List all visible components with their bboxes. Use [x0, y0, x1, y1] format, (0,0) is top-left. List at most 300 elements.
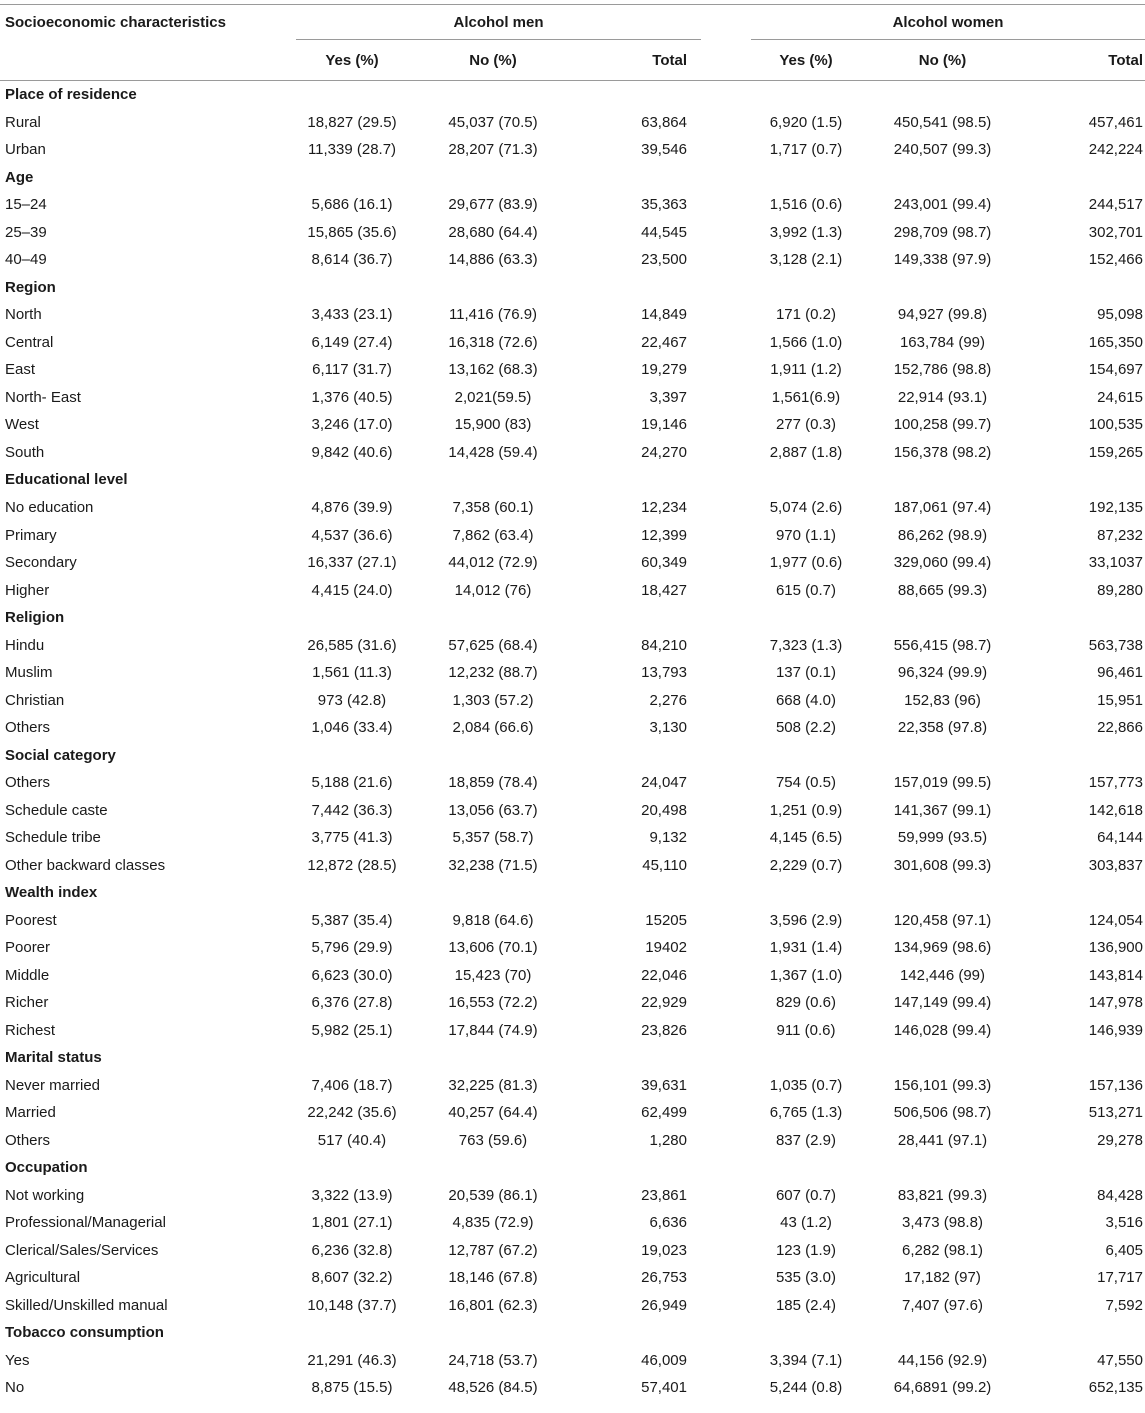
women-no-cell: 7,407 (97.6)	[902, 1296, 983, 1314]
row-label: Poorer	[5, 939, 51, 957]
women-no-cell: 88,665 (99.3)	[897, 581, 988, 599]
section-header-row	[0, 879, 1145, 907]
row-label: Primary	[5, 526, 57, 544]
table-row	[0, 494, 1145, 522]
section-header-row	[0, 604, 1145, 632]
men-yes-cell: 973 (42.8)	[317, 691, 387, 709]
row-label: Never married	[5, 1076, 101, 1094]
men-yes-cell: 21,291 (46.3)	[307, 1351, 397, 1369]
table-row	[0, 1374, 1145, 1402]
women-no-cell: 83,821 (99.3)	[897, 1186, 988, 1204]
men-yes-cell: 8,875 (15.5)	[311, 1379, 393, 1397]
women-total-cell: 242,224	[1088, 141, 1143, 159]
women-no-cell: 163,784 (99)	[899, 333, 986, 351]
women-total-cell: 100,535	[1088, 416, 1143, 434]
row-label: No education	[5, 498, 94, 516]
women-yes-cell: 1,035 (0.7)	[769, 1076, 843, 1094]
men-yes-cell: 1,376 (40.5)	[311, 388, 393, 406]
row-label: Higher	[5, 581, 50, 599]
men-total-cell: 3,130	[649, 719, 687, 737]
women-yes-cell: 1,717 (0.7)	[769, 141, 843, 159]
row-label: Other backward classes	[5, 856, 166, 874]
women-total-cell: 29,278	[1097, 1131, 1143, 1149]
table-row	[0, 659, 1145, 687]
women-yes-cell: 1,561(6.9)	[771, 388, 841, 406]
women-total-cell: 154,697	[1088, 361, 1143, 379]
table-row	[0, 1237, 1145, 1265]
women-yes-cell: 5,074 (2.6)	[769, 498, 843, 516]
women-total-cell: 652,135	[1088, 1379, 1143, 1397]
men-total-cell: 3,397	[649, 388, 687, 406]
women-no-cell: 147,149 (99.4)	[893, 994, 992, 1012]
men-no-cell: 15,423 (70)	[454, 966, 532, 984]
men-yes-cell: 6,623 (30.0)	[311, 966, 393, 984]
men-yes-cell: 517 (40.4)	[317, 1131, 387, 1149]
row-label: Agricultural	[5, 1269, 81, 1287]
women-total-cell: 47,550	[1097, 1351, 1143, 1369]
women-no-cell: 59,999 (93.5)	[897, 829, 988, 847]
row-label: No	[5, 1379, 25, 1397]
women-no-cell: 156,101 (99.3)	[893, 1076, 992, 1094]
women-yes-cell: 837 (2.9)	[775, 1131, 837, 1149]
women-no-cell: 450,541 (98.5)	[893, 113, 992, 131]
men-no-cell: 16,318 (72.6)	[448, 333, 538, 351]
women-yes-cell: 829 (0.6)	[775, 994, 837, 1012]
men-yes-cell: 10,148 (37.7)	[307, 1296, 397, 1314]
women-yes-cell: 4,145 (6.5)	[769, 829, 843, 847]
women-total-cell: 303,837	[1088, 856, 1143, 874]
men-no-cell: 32,225 (81.3)	[448, 1076, 538, 1094]
women-total-cell: 159,265	[1088, 443, 1143, 461]
women-total-cell: 7,592	[1105, 1296, 1143, 1314]
women-no-cell: 157,019 (99.5)	[893, 774, 992, 792]
row-label: Not working	[5, 1186, 85, 1204]
row-label: Others	[5, 774, 51, 792]
women-yes-cell: 911 (0.6)	[776, 1021, 836, 1039]
women-yes-cell: 1,977 (0.6)	[769, 554, 843, 572]
table-row	[0, 962, 1145, 990]
men-total-cell: 13,793	[641, 664, 687, 682]
men-no-cell: 20,539 (86.1)	[448, 1186, 538, 1204]
table-row	[0, 246, 1145, 274]
men-no-cell: 7,358 (60.1)	[452, 498, 534, 516]
women-no-cell: 298,709 (98.7)	[893, 223, 992, 241]
women-no-cell: 146,028 (99.4)	[893, 1021, 992, 1039]
men-total-cell: 22,046	[641, 966, 687, 984]
men-no-cell: 13,056 (63.7)	[448, 801, 538, 819]
section-title: Educational level	[5, 471, 128, 489]
section-title: Place of residence	[5, 86, 137, 104]
table-row	[0, 301, 1145, 329]
men-no-cell: 28,207 (71.3)	[448, 141, 538, 159]
table-row	[0, 631, 1145, 659]
men-no-cell: 763 (59.6)	[458, 1131, 528, 1149]
women-no-cell: 152,83 (96)	[904, 691, 981, 709]
women-yes-cell: 668 (4.0)	[775, 691, 837, 709]
section-header-row	[0, 466, 1145, 494]
women-total-cell: 89,280	[1097, 581, 1143, 599]
row-label: North- East	[5, 388, 81, 406]
row-label: Married	[5, 1104, 56, 1122]
men-yes-cell: 3,775 (41.3)	[311, 829, 393, 847]
women-total-cell: 146,939	[1088, 1021, 1143, 1039]
section-header-row	[0, 81, 1145, 109]
women-yes-cell: 1,516 (0.6)	[769, 196, 843, 214]
women-yes-cell: 1,931 (1.4)	[769, 939, 843, 957]
men-yes-cell: 18,827 (29.5)	[307, 113, 397, 131]
men-total-cell: 12,399	[641, 526, 687, 544]
men-yes-cell: 15,865 (35.6)	[307, 223, 397, 241]
women-no-cell: 152,786 (98.8)	[893, 361, 992, 379]
men-total-cell: 60,349	[641, 554, 687, 572]
women-yes-cell: 137 (0.1)	[775, 664, 837, 682]
women-yes-cell: 3,596 (2.9)	[769, 911, 843, 929]
table-row	[0, 1292, 1145, 1320]
women-total-cell: 22,866	[1097, 719, 1143, 737]
section-title: Tobacco consumption	[5, 1324, 164, 1342]
table-row	[0, 851, 1145, 879]
men-no-cell: 11,416 (76.9)	[448, 306, 538, 324]
men-yes-cell: 1,561 (11.3)	[312, 664, 392, 682]
women-no-cell: 142,446 (99)	[899, 966, 986, 984]
group-header-women: Alcohol women	[751, 5, 1145, 40]
women-yes-cell: 43 (1.2)	[780, 1214, 832, 1232]
men-total-cell: 44,545	[641, 223, 687, 241]
men-no-cell: 40,257 (64.4)	[448, 1104, 538, 1122]
women-yes-cell: 3,128 (2.1)	[769, 251, 843, 269]
women-total-cell: 33,1037	[1088, 554, 1143, 572]
men-no-cell: 12,787 (67.2)	[448, 1241, 538, 1259]
women-total-cell: 147,978	[1088, 994, 1143, 1012]
row-label: Schedule caste	[5, 801, 108, 819]
row-label: Professional/Managerial	[5, 1214, 166, 1232]
row-label: Yes	[5, 1351, 30, 1369]
women-yes-cell: 1,367 (1.0)	[769, 966, 843, 984]
men-total-cell: 15205	[645, 911, 687, 929]
men-no-cell: 1,303 (57.2)	[452, 691, 534, 709]
men-total-cell: 19,023	[641, 1241, 687, 1259]
socioeconomic-alcohol-table	[0, 4, 1145, 1402]
women-yes-cell: 5,244 (0.8)	[769, 1379, 843, 1397]
section-title: Marital status	[5, 1049, 102, 1067]
row-label: Hindu	[5, 636, 45, 654]
table-row	[0, 1264, 1145, 1292]
women-yes-cell: 6,765 (1.3)	[769, 1104, 843, 1122]
women-no-cell: 86,262 (98.9)	[897, 526, 988, 544]
men-total-cell: 6,636	[649, 1214, 687, 1232]
table-row	[0, 796, 1145, 824]
row-label: Clerical/Sales/Services	[5, 1241, 159, 1259]
men-yes-cell: 6,117 (31.7)	[312, 361, 392, 379]
men-no-cell: 28,680 (64.4)	[448, 223, 538, 241]
men-no-cell: 7,862 (63.4)	[452, 526, 534, 544]
men-yes-cell: 8,607 (32.2)	[311, 1269, 393, 1287]
men-yes-cell: 9,842 (40.6)	[311, 443, 393, 461]
women-total-cell: 15,951	[1097, 691, 1143, 709]
section-title: Region	[5, 278, 56, 296]
men-total-cell: 18,427	[641, 581, 687, 599]
row-label: Urban	[5, 141, 46, 159]
col-header-men-total: Total	[652, 51, 687, 69]
table-row	[0, 686, 1145, 714]
section-title: Social category	[5, 746, 116, 764]
row-label: 40–49	[5, 251, 47, 269]
women-total-cell: 143,814	[1088, 966, 1143, 984]
women-total-cell: 87,232	[1097, 526, 1143, 544]
table-row	[0, 906, 1145, 934]
women-total-cell: 24,615	[1097, 388, 1143, 406]
men-total-cell: 19,146	[641, 416, 687, 434]
row-label: Skilled/Unskilled manual	[5, 1296, 168, 1314]
section-title: Age	[5, 168, 34, 186]
women-no-cell: 187,061 (97.4)	[893, 498, 992, 516]
table-row	[0, 411, 1145, 439]
men-no-cell: 29,677 (83.9)	[448, 196, 538, 214]
row-label: Others	[5, 1131, 51, 1149]
women-total-cell: 17,717	[1097, 1269, 1143, 1287]
men-total-cell: 46,009	[641, 1351, 687, 1369]
women-yes-cell: 1,566 (1.0)	[769, 333, 843, 351]
row-label: West	[5, 416, 39, 434]
section-header-row	[0, 164, 1145, 192]
men-no-cell: 9,818 (64.6)	[452, 911, 534, 929]
women-total-cell: 513,271	[1088, 1104, 1143, 1122]
women-no-cell: 22,914 (93.1)	[897, 388, 988, 406]
table-row	[0, 576, 1145, 604]
men-no-cell: 45,037 (70.5)	[448, 113, 538, 131]
women-total-cell: 95,098	[1097, 306, 1143, 324]
women-no-cell: 141,367 (99.1)	[893, 801, 992, 819]
row-label: Middle	[5, 966, 50, 984]
men-no-cell: 15,900 (83)	[454, 416, 532, 434]
men-no-cell: 24,718 (53.7)	[448, 1351, 538, 1369]
table-body	[0, 81, 1145, 1402]
section-header-row	[0, 1044, 1145, 1072]
row-label: Schedule tribe	[5, 829, 101, 847]
row-label: Richest	[5, 1021, 56, 1039]
row-label: Rural	[5, 113, 41, 131]
men-no-cell: 44,012 (72.9)	[448, 554, 538, 572]
table-row	[0, 329, 1145, 357]
group-header-men: Alcohol men	[296, 5, 701, 40]
men-yes-cell: 7,406 (18.7)	[311, 1076, 393, 1094]
men-total-cell: 23,826	[641, 1021, 687, 1039]
men-no-cell: 2,084 (66.6)	[452, 719, 534, 737]
men-yes-cell: 6,376 (27.8)	[311, 994, 393, 1012]
women-yes-cell: 6,920 (1.5)	[769, 113, 843, 131]
men-no-cell: 14,886 (63.3)	[448, 251, 538, 269]
section-header-row	[0, 741, 1145, 769]
women-yes-cell: 185 (2.4)	[775, 1296, 837, 1314]
section-header-row	[0, 274, 1145, 302]
men-total-cell: 14,849	[641, 306, 687, 324]
row-label: Central	[5, 333, 54, 351]
col-header-women-no: No (%)	[918, 51, 967, 69]
section-header-row	[0, 1319, 1145, 1347]
women-total-cell: 157,136	[1088, 1076, 1143, 1094]
women-no-cell: 100,258 (99.7)	[893, 416, 992, 434]
men-yes-cell: 4,415 (24.0)	[311, 581, 393, 599]
women-total-cell: 96,461	[1097, 664, 1143, 682]
women-yes-cell: 3,394 (7.1)	[769, 1351, 843, 1369]
men-no-cell: 32,238 (71.5)	[448, 856, 538, 874]
men-yes-cell: 12,872 (28.5)	[307, 856, 397, 874]
row-label: Secondary	[5, 554, 77, 572]
women-yes-cell: 970 (1.1)	[775, 526, 837, 544]
table-row	[0, 549, 1145, 577]
table-row	[0, 1182, 1145, 1210]
women-total-cell: 3,516	[1105, 1214, 1143, 1232]
men-no-cell: 12,232 (88.7)	[448, 664, 538, 682]
women-no-cell: 556,415 (98.7)	[893, 636, 992, 654]
men-total-cell: 26,949	[641, 1296, 687, 1314]
men-yes-cell: 4,537 (36.6)	[311, 526, 393, 544]
women-total-cell: 136,900	[1088, 939, 1143, 957]
women-yes-cell: 508 (2.2)	[775, 719, 837, 737]
table-row	[0, 521, 1145, 549]
women-total-cell: 244,517	[1088, 196, 1143, 214]
table-row	[0, 219, 1145, 247]
men-total-cell: 35,363	[641, 196, 687, 214]
men-total-cell: 45,110	[642, 856, 687, 874]
men-total-cell: 26,753	[641, 1269, 687, 1287]
men-total-cell: 22,929	[641, 994, 687, 1012]
women-no-cell: 17,182 (97)	[904, 1269, 981, 1287]
men-yes-cell: 5,982 (25.1)	[311, 1021, 393, 1039]
men-total-cell: 57,401	[641, 1379, 687, 1397]
section-title: Religion	[5, 609, 65, 627]
table-row	[0, 109, 1145, 137]
men-no-cell: 5,357 (58.7)	[452, 829, 534, 847]
women-yes-cell: 1,911 (1.2)	[770, 361, 842, 379]
men-total-cell: 9,132	[649, 829, 687, 847]
women-yes-cell: 1,251 (0.9)	[769, 801, 843, 819]
men-no-cell: 14,012 (76)	[454, 581, 532, 599]
men-yes-cell: 11,339 (28.7)	[307, 141, 397, 159]
men-yes-cell: 5,686 (16.1)	[311, 196, 393, 214]
row-label: Others	[5, 719, 51, 737]
men-total-cell: 19402	[645, 939, 687, 957]
women-total-cell: 157,773	[1088, 774, 1143, 792]
women-yes-cell: 607 (0.7)	[775, 1186, 837, 1204]
table-row	[0, 1209, 1145, 1237]
table-row	[0, 1099, 1145, 1127]
men-total-cell: 20,498	[641, 801, 687, 819]
men-total-cell: 24,047	[641, 774, 687, 792]
men-total-cell: 62,499	[641, 1104, 687, 1122]
men-no-cell: 48,526 (84.5)	[448, 1379, 538, 1397]
women-total-cell: 457,461	[1088, 113, 1143, 131]
men-yes-cell: 22,242 (35.6)	[307, 1104, 397, 1122]
women-total-cell: 64,144	[1097, 829, 1143, 847]
women-no-cell: 94,927 (99.8)	[897, 306, 988, 324]
section-title: Occupation	[5, 1159, 88, 1177]
row-label: 25–39	[5, 223, 47, 241]
men-yes-cell: 3,433 (23.1)	[311, 306, 393, 324]
women-total-cell: 192,135	[1088, 498, 1143, 516]
women-no-cell: 149,338 (97.9)	[893, 251, 992, 269]
table-row	[0, 439, 1145, 467]
table-row	[0, 769, 1145, 797]
men-yes-cell: 5,188 (21.6)	[311, 774, 393, 792]
men-yes-cell: 4,876 (39.9)	[311, 498, 393, 516]
col-header-women-yes: Yes (%)	[779, 51, 833, 69]
women-yes-cell: 171 (0.2)	[775, 306, 837, 324]
table-row	[0, 136, 1145, 164]
women-no-cell: 3,473 (98.8)	[902, 1214, 983, 1232]
men-total-cell: 22,467	[641, 333, 687, 351]
men-no-cell: 16,801 (62.3)	[448, 1296, 538, 1314]
men-no-cell: 13,162 (68.3)	[448, 361, 538, 379]
section-title: Wealth index	[5, 884, 98, 902]
women-no-cell: 64,6891 (99.2)	[893, 1379, 992, 1397]
men-total-cell: 19,279	[641, 361, 687, 379]
women-no-cell: 301,608 (99.3)	[893, 856, 992, 874]
women-no-cell: 240,507 (99.3)	[893, 141, 992, 159]
section-header-row	[0, 1154, 1145, 1182]
men-yes-cell: 1,046 (33.4)	[311, 719, 393, 737]
row-label: Muslim	[5, 664, 53, 682]
row-label: Poorest	[5, 911, 57, 929]
men-no-cell: 14,428 (59.4)	[448, 443, 538, 461]
men-yes-cell: 8,614 (36.7)	[311, 251, 393, 269]
row-label: South	[5, 443, 45, 461]
men-yes-cell: 5,387 (35.4)	[311, 911, 393, 929]
men-total-cell: 84,210	[641, 636, 687, 654]
row-label: Richer	[5, 994, 49, 1012]
men-no-cell: 57,625 (68.4)	[448, 636, 538, 654]
table-row	[0, 1072, 1145, 1100]
women-no-cell: 22,358 (97.8)	[897, 719, 988, 737]
men-total-cell: 1,280	[649, 1131, 687, 1149]
table-row	[0, 989, 1145, 1017]
men-yes-cell: 26,585 (31.6)	[307, 636, 397, 654]
corner-header: Socioeconomic characteristics	[5, 13, 226, 31]
women-yes-cell: 535 (3.0)	[775, 1269, 837, 1287]
table-row	[0, 824, 1145, 852]
women-no-cell: 44,156 (92.9)	[897, 1351, 988, 1369]
women-total-cell: 142,618	[1088, 801, 1143, 819]
women-yes-cell: 2,229 (0.7)	[769, 856, 843, 874]
men-yes-cell: 6,236 (32.8)	[311, 1241, 393, 1259]
women-no-cell: 96,324 (99.9)	[897, 664, 988, 682]
women-no-cell: 6,282 (98.1)	[902, 1241, 983, 1259]
men-total-cell: 24,270	[641, 443, 687, 461]
women-total-cell: 124,054	[1088, 911, 1143, 929]
women-total-cell: 563,738	[1088, 636, 1143, 654]
men-yes-cell: 1,801 (27.1)	[311, 1214, 393, 1232]
men-no-cell: 4,835 (72.9)	[452, 1214, 534, 1232]
men-no-cell: 16,553 (72.2)	[448, 994, 538, 1012]
women-yes-cell: 123 (1.9)	[775, 1241, 837, 1259]
col-header-men-yes: Yes (%)	[325, 51, 379, 69]
women-no-cell: 134,969 (98.6)	[893, 939, 992, 957]
women-yes-cell: 615 (0.7)	[775, 581, 837, 599]
women-yes-cell: 7,323 (1.3)	[769, 636, 843, 654]
table-row	[0, 191, 1145, 219]
table-row	[0, 1127, 1145, 1155]
women-total-cell: 84,428	[1097, 1186, 1143, 1204]
women-yes-cell: 3,992 (1.3)	[769, 223, 843, 241]
men-total-cell: 39,546	[641, 141, 687, 159]
women-total-cell: 302,701	[1088, 223, 1143, 241]
table-row	[0, 1017, 1145, 1045]
row-label: Christian	[5, 691, 65, 709]
col-header-men-no: No (%)	[469, 51, 517, 69]
women-no-cell: 156,378 (98.2)	[893, 443, 992, 461]
women-total-cell: 165,350	[1088, 333, 1143, 351]
men-total-cell: 23,500	[641, 251, 687, 269]
